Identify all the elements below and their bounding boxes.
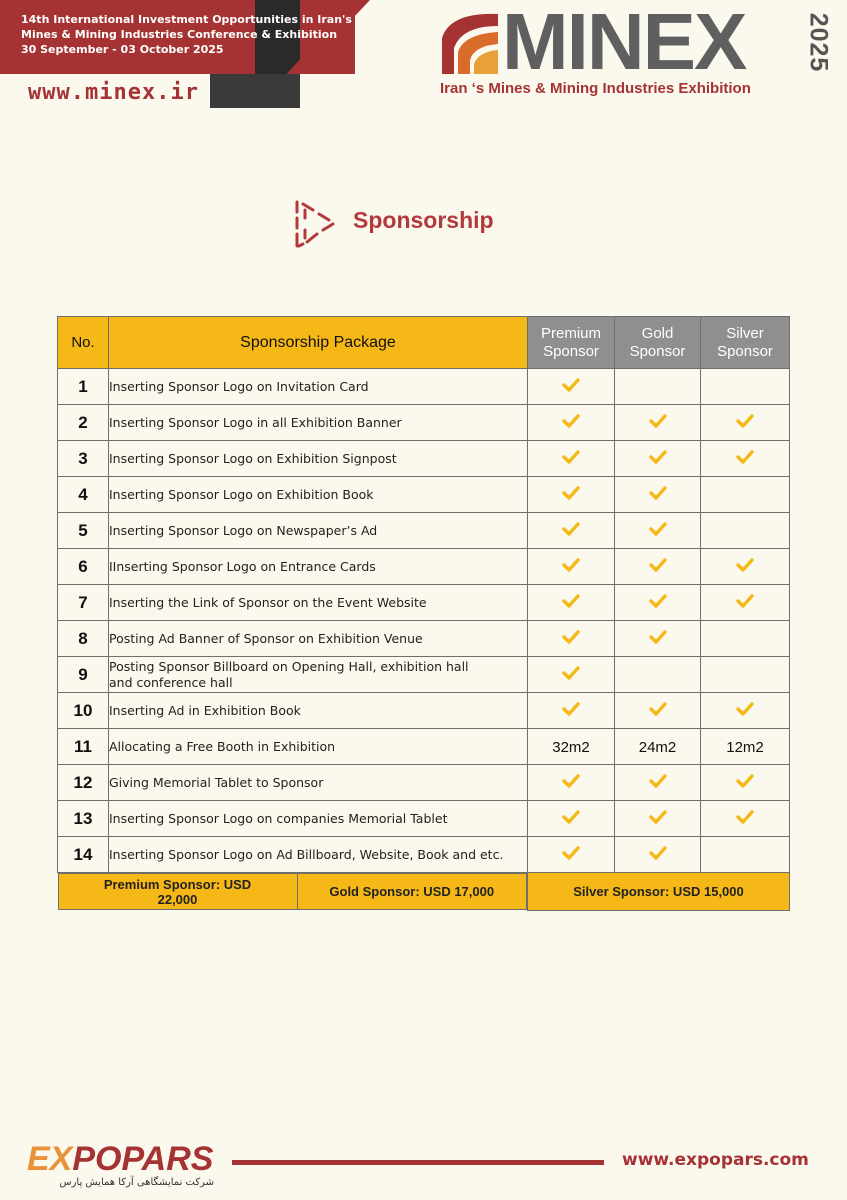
row-description: Inserting Sponsor Logo on companies Memorial Tablet	[109, 801, 528, 837]
checkmark-icon	[649, 845, 667, 864]
premium-cell	[528, 477, 615, 513]
checkmark-icon	[736, 701, 754, 720]
silver-cell	[701, 621, 790, 657]
event-dates: 30 September - 03 October 2025	[21, 43, 224, 56]
silver-cell	[701, 477, 790, 513]
checkmark-icon	[649, 485, 667, 504]
checkmark-icon	[649, 629, 667, 648]
row-description: Inserting Sponsor Logo on Ad Billboard, Website, Book and etc.	[109, 837, 528, 873]
table-header-row	[58, 317, 790, 369]
checkmark-icon	[562, 701, 580, 720]
table-row	[58, 585, 790, 621]
gold-cell	[615, 513, 701, 549]
col-header-silver: Silver Sponsor	[701, 317, 790, 369]
checkmark-icon	[736, 773, 754, 792]
section-title: Sponsorship	[353, 207, 494, 233]
row-number: 6	[58, 549, 109, 585]
minex-logo-year: 2025	[804, 12, 833, 73]
row-description: Posting Sponsor Billboard on Opening Hall, exhibition hall and conference hall	[109, 657, 528, 693]
silver-cell	[701, 729, 790, 765]
gold-cell	[615, 369, 701, 405]
gold-cell	[615, 621, 701, 657]
checkmark-icon	[562, 593, 580, 612]
gold-cell	[615, 693, 701, 729]
row-description: Allocating a Free Booth in Exhibition	[109, 729, 528, 765]
col-header-no: No.	[58, 317, 109, 369]
table-row	[58, 693, 790, 729]
gold-cell	[615, 837, 701, 873]
checkmark-icon	[736, 557, 754, 576]
gold-cell	[615, 657, 701, 693]
gold-cell	[615, 801, 701, 837]
play-arrow-icon	[293, 198, 343, 250]
gold-cell	[615, 441, 701, 477]
gold-cell	[615, 477, 701, 513]
row-number: 9	[58, 657, 109, 693]
premium-cell	[528, 549, 615, 585]
premium-cell	[528, 765, 615, 801]
gold-cell	[615, 585, 701, 621]
checkmark-icon	[649, 701, 667, 720]
premium-cell	[528, 369, 615, 405]
row-number: 11	[58, 729, 109, 765]
event-info	[21, 12, 352, 57]
silver-cell	[701, 549, 790, 585]
header-decor-grey	[210, 74, 300, 108]
row-description: Inserting Sponsor Logo on Exhibition Signpost	[109, 441, 528, 477]
footer-divider	[232, 1160, 604, 1165]
gold-cell	[615, 405, 701, 441]
checkmark-icon	[649, 773, 667, 792]
col-header-premium: Premium Sponsor	[528, 317, 615, 369]
table-row	[58, 765, 790, 801]
checkmark-icon	[562, 485, 580, 504]
row-description: Inserting the Link of Sponsor on the Event Website	[109, 585, 528, 621]
row-description: Inserting Sponsor Logo on Newspaper’s Ad	[109, 513, 528, 549]
premium-cell	[528, 585, 615, 621]
silver-cell	[701, 765, 790, 801]
silver-price: Silver Sponsor: USD 15,000	[528, 873, 790, 911]
table-row	[58, 477, 790, 513]
silver-cell	[701, 441, 790, 477]
booth-size: 24m2	[638, 739, 677, 756]
premium-cell	[528, 405, 615, 441]
expopars-persian-name: شرکت نمایشگاهی آرکا همایش پارس	[59, 1177, 214, 1188]
table-row	[58, 621, 790, 657]
minex-subtitle: Iran ‘s Mines & Mining Industries Exhibition	[440, 80, 751, 97]
table-row	[58, 369, 790, 405]
checkmark-icon	[736, 593, 754, 612]
silver-cell	[701, 585, 790, 621]
silver-cell	[701, 405, 790, 441]
premium-cell	[528, 729, 615, 765]
gold-price: Gold Sponsor: USD 17,000	[297, 874, 527, 910]
table-row	[58, 549, 790, 585]
gold-cell	[615, 729, 701, 765]
event-title-line2: Mines & Mining Industries Conference & Exhibition	[21, 28, 338, 41]
silver-cell	[701, 837, 790, 873]
checkmark-icon	[562, 809, 580, 828]
silver-cell	[701, 693, 790, 729]
table-row	[58, 837, 790, 873]
table-row	[58, 729, 790, 765]
premium-price: Premium Sponsor: USD 22,000	[58, 874, 297, 910]
row-number: 3	[58, 441, 109, 477]
checkmark-icon	[736, 809, 754, 828]
row-number: 13	[58, 801, 109, 837]
gold-cell	[615, 765, 701, 801]
row-description: Posting Ad Banner of Sponsor on Exhibition Venue	[109, 621, 528, 657]
checkmark-icon	[562, 557, 580, 576]
checkmark-icon	[649, 557, 667, 576]
row-number: 14	[58, 837, 109, 873]
table-row	[58, 801, 790, 837]
col-header-package: Sponsorship Package	[109, 317, 528, 369]
checkmark-icon	[649, 449, 667, 468]
checkmark-icon	[562, 845, 580, 864]
booth-size: 12m2	[726, 739, 764, 756]
row-number: 1	[58, 369, 109, 405]
minex-website-link[interactable]: www.minex.ir	[28, 80, 199, 105]
table-row	[58, 405, 790, 441]
row-number: 12	[58, 765, 109, 801]
checkmark-icon	[562, 449, 580, 468]
booth-size: 32m2	[552, 739, 590, 756]
table-row	[58, 441, 790, 477]
price-row	[58, 873, 790, 911]
table-row	[58, 657, 790, 693]
row-description: IInserting Sponsor Logo on Entrance Cards	[109, 549, 528, 585]
row-description: Inserting Sponsor Logo in all Exhibition Banner	[109, 405, 528, 441]
premium-cell	[528, 621, 615, 657]
checkmark-icon	[649, 413, 667, 432]
checkmark-icon	[562, 377, 580, 396]
minex-logo-text: MINEX	[502, 0, 746, 86]
checkmark-icon	[562, 665, 580, 684]
expopars-logo: EXPOPARS	[27, 1140, 214, 1178]
premium-cell	[528, 837, 615, 873]
row-description: Inserting Sponsor Logo on Exhibition Book	[109, 477, 528, 513]
checkmark-icon	[736, 449, 754, 468]
silver-cell	[701, 369, 790, 405]
gold-cell	[615, 549, 701, 585]
checkmark-icon	[562, 521, 580, 540]
silver-cell	[701, 513, 790, 549]
checkmark-icon	[736, 413, 754, 432]
checkmark-icon	[649, 521, 667, 540]
checkmark-icon	[649, 809, 667, 828]
event-title-line1: 14th International Investment Opportunities in Iran's	[21, 13, 352, 26]
premium-cell	[528, 441, 615, 477]
premium-cell	[528, 693, 615, 729]
row-number: 7	[58, 585, 109, 621]
row-number: 4	[58, 477, 109, 513]
premium-cell	[528, 801, 615, 837]
checkmark-icon	[649, 593, 667, 612]
row-number: 8	[58, 621, 109, 657]
row-description: Giving Memorial Tablet to Sponsor	[109, 765, 528, 801]
row-number: 5	[58, 513, 109, 549]
checkmark-icon	[562, 413, 580, 432]
minex-logo-icon	[440, 8, 500, 76]
premium-cell	[528, 657, 615, 693]
checkmark-icon	[562, 629, 580, 648]
sponsorship-table	[57, 316, 790, 911]
row-description: Inserting Ad in Exhibition Book	[109, 693, 528, 729]
premium-cell	[528, 513, 615, 549]
row-number: 2	[58, 405, 109, 441]
table-row	[58, 513, 790, 549]
checkmark-icon	[562, 773, 580, 792]
col-header-gold: Gold Sponsor	[615, 317, 701, 369]
row-number: 10	[58, 693, 109, 729]
row-description: Inserting Sponsor Logo on Invitation Card	[109, 369, 528, 405]
expopars-website-link[interactable]: www.expopars.com	[622, 1150, 809, 1170]
silver-cell	[701, 657, 790, 693]
silver-cell	[701, 801, 790, 837]
